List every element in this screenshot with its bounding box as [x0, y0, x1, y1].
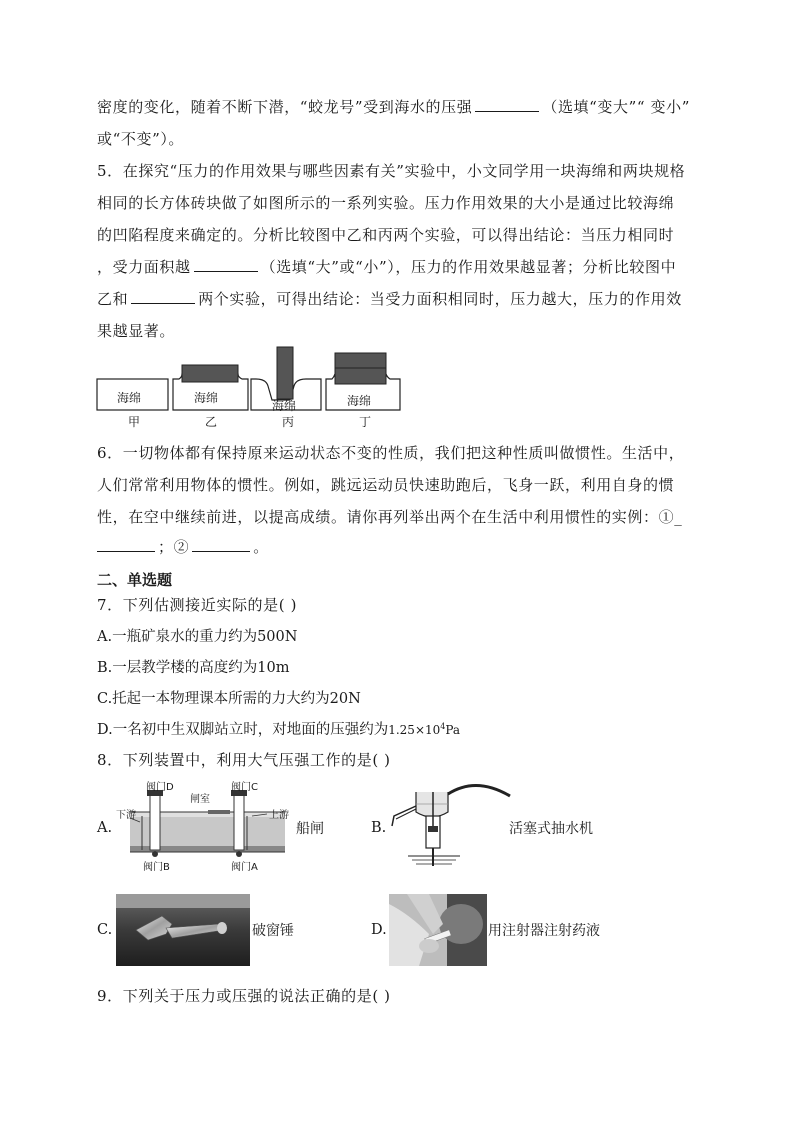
section-title: 二、单选题 — [97, 571, 173, 589]
q7-option-a[interactable]: A.一瓶矿泉水的重力约为500N — [97, 629, 298, 645]
window-hammer-photo — [116, 894, 250, 966]
figure-label-yi: 乙 — [205, 415, 218, 429]
figure-label-jia: 甲 — [128, 415, 141, 429]
q4-answer-blank[interactable] — [475, 97, 539, 112]
upstream-label: 上游 — [269, 810, 289, 821]
brick-ding-bottom — [335, 368, 386, 384]
q6-line-1: 6．一切物体都有保持原来运动状态不变的性质，我们把这种性质叫做惯性。生活中， — [97, 444, 685, 462]
sponge-label-yi: 海绵 — [194, 391, 219, 405]
q4-line-2: 或“不变”）。 — [97, 130, 185, 148]
sponge-label-ding: 海绵 — [347, 394, 372, 408]
q8-option-a-letter[interactable]: A. — [97, 820, 113, 836]
q5-line-3: 的凹陷程度来确定的。分析比较图中乙和丙两个实验，可以得出结论：当压力相同时 — [97, 226, 675, 244]
q5-answer-blank-1[interactable] — [194, 257, 258, 272]
sponge-label-jia: 海绵 — [117, 391, 142, 405]
q7-option-b[interactable]: B.一层教学楼的高度约为10m — [97, 660, 290, 676]
q8-stem: 8．下列装置中，利用大气压强工作的是( ) — [97, 751, 391, 769]
figure-label-bing: 丙 — [282, 415, 295, 429]
brick-yi — [182, 365, 238, 382]
figure-label-ding: 丁 — [359, 415, 372, 429]
q4-text-options: （选填“变大”“ 变小” — [542, 98, 690, 116]
q8-option-c-letter[interactable]: C. — [97, 922, 113, 938]
q5-text: 两个实验，可得出结论：当受力面积相同时，压力越大，压力的作用效 — [198, 290, 682, 308]
q6-line-4 — [97, 536, 269, 557]
q7-option-d-text: D.一名初中生双脚站立时，对地面的压强约为 — [97, 722, 389, 738]
q5-line-4 — [97, 256, 676, 277]
q8-option-d-letter[interactable]: D. — [371, 922, 387, 938]
q8-option-b-letter[interactable]: B. — [371, 820, 387, 836]
q5-text: （选填“大”或“小”），压力的作用效果越显著；分析比较图中 — [260, 258, 677, 276]
q6-line-3: 性，在空中继续前进，以提高成绩。请你再列举出两个在生活中利用惯性的实例：①_ — [97, 508, 683, 526]
sponge-label-bing: 海绵 — [272, 399, 297, 413]
gate-a-label: 阀门A — [231, 862, 258, 873]
q5-line-1: 5．在探究“压力的作用效果与哪些因素有关”实验中，小文同学用一块海绵和两块规格 — [97, 162, 686, 180]
piston-pump-figure — [386, 776, 512, 872]
q8-option-c-caption: 破窗锤 — [252, 923, 294, 939]
q5-line-5 — [97, 288, 682, 309]
gate-d-label: 阀门D — [146, 782, 174, 793]
q5-answer-blank-2[interactable] — [131, 289, 195, 304]
q8-option-a-caption: 船闸 — [296, 821, 324, 837]
gate-c-label: 阀门C — [231, 782, 258, 793]
brick-ding-top — [335, 353, 386, 368]
q6-answer-blank-2[interactable] — [192, 537, 250, 552]
q7-option-d-value: $1.25\times 10^4Pa$ — [388, 722, 461, 737]
q7-option-c[interactable]: C.托起一本物理课本所需的力大约为20N — [97, 691, 361, 707]
q7-stem: 7．下列估测接近实际的是( ) — [97, 596, 298, 614]
q5-line-2: 相同的长方体砖块做了如图所示的一系列实验。压力作用效果的大小是通过比较海绵 — [97, 194, 675, 212]
brick-bing — [277, 347, 293, 399]
q6-answer-blank-1[interactable] — [97, 537, 155, 552]
q6-text: ；② — [158, 538, 190, 556]
sponge-experiment-figure — [96, 344, 402, 430]
q9-stem: 9．下列关于压力或压强的说法正确的是( ) — [97, 987, 391, 1005]
q4-text: 密度的变化，随着不断下潜，“蛟龙号”受到海水的压强 — [97, 98, 473, 116]
syringe-injection-photo — [389, 894, 487, 966]
q5-line-6: 果越显著。 — [97, 322, 176, 340]
downstream-label: 下游 — [116, 810, 136, 821]
q6-line-2: 人们常常利用物体的惯性。例如，跳远运动员快速助跑后，飞身一跃，利用自身的惯 — [97, 476, 675, 494]
q8-option-b-caption: 活塞式抽水机 — [509, 821, 593, 837]
q5-text: 乙和 — [97, 290, 129, 308]
gate-b-label: 阀门B — [143, 862, 170, 873]
q5-text: ，受力面积越 — [97, 258, 191, 276]
chamber-label: 闸室 — [190, 794, 210, 805]
q4-line-1 — [97, 96, 690, 117]
q6-text: 。 — [253, 538, 269, 556]
q7-option-d[interactable] — [97, 718, 460, 739]
q8-option-d-caption: 用注射器注射药液 — [488, 923, 600, 939]
